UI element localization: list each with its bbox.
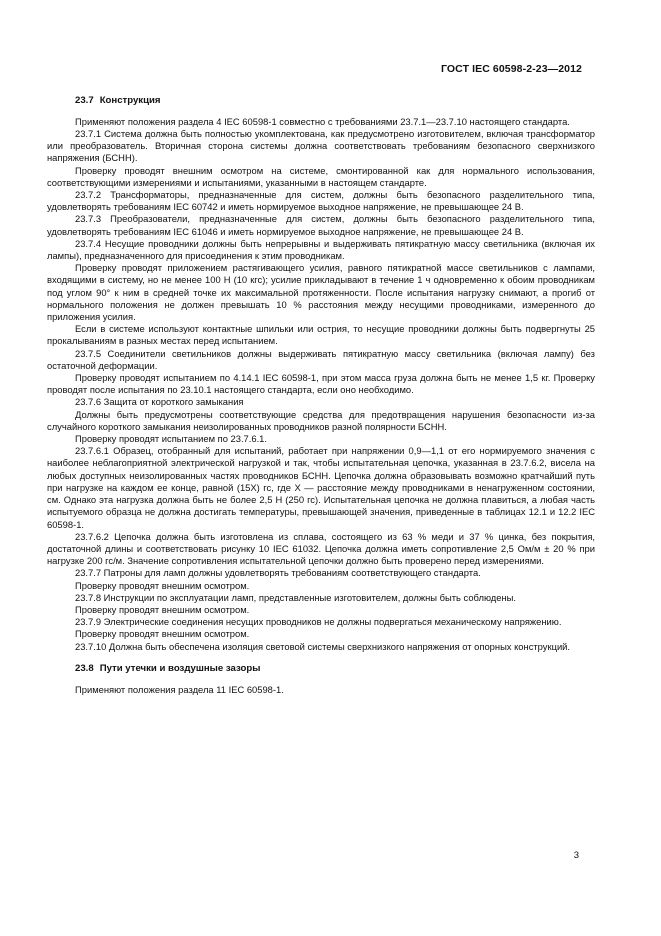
page-number: 3: [573, 850, 579, 861]
paragraph: Должны быть предусмотрены соответствующие средства для предотвращения нарушения безопасности из-за случайного короткого замыкания неизолированных проводников разной полярности БСНН.: [47, 408, 595, 432]
paragraph: Проверку проводят внешним осмотром.: [75, 603, 250, 615]
section-heading-23-7: [47, 95, 595, 107]
document-body: [47, 95, 595, 696]
document-header: ГОСТ IEC 60598-2-23—2012: [440, 63, 582, 75]
paragraph: Проверку проводят испытанием по 23.7.6.1.: [75, 433, 268, 445]
paragraph: 23.7.8 Инструкции по эксплуатации ламп, представленные изготовителем, должны быть соблюдены.: [75, 591, 516, 603]
paragraph: Проверку проводят приложением растягивающего усилия, равного пятикратной массе светильников с лампами, входящими в систему, но не менее 100 Н (10 кгс); усилие прикладывают в течение 1 ч одновременно к обоим проводникам под углом 90° к ним в средней точке их максимальной протяженности. После испытания нагрузку снимают, а прогиб от нормального положения не должен превышать 10 % расстояния между несущими проводниками, измеренного до приложения усилия.: [47, 262, 595, 323]
paragraph: 23.7.2 Трансформаторы, предназначенные для систем, должны быть безопасного разделительного типа, удовлетворять требованиям IEC 60742 и иметь нормируемое выходное напряжение, не превышающее 24 В.: [47, 189, 595, 213]
paragraph: Проверку проводят внешним осмотром на системе, смонтированной как для нормального использования, соответствующими измерениями и испытаниями, указанными в настоящем стандарте.: [47, 164, 595, 188]
paragraph: Если в системе используют контактные шпильки или острия, то несущие проводники должны быть подвергнуты 25 прокалываниям в разных местах перед испытанием.: [47, 323, 595, 347]
paragraph: 23.7.6.2 Цепочка должна быть изготовлена из сплава, состоящего из 63 % меди и 37 % цинка, без покрытия, достаточной длины и соответствовать рисунку 10 IEC 61032. Цепочка должна иметь сопротивление 2,5 Ом/м ± 20 % при нагрузке 200 гс/м. Значение сопротивления испытательной цепочки должно быть проверено перед измерениями.: [47, 530, 595, 567]
paragraph: 23.7.4 Несущие проводники должны быть непрерывны и выдерживать пятикратную массу светильника (включая их лампы), предназначенного для присоединения к этим проводникам.: [47, 237, 595, 262]
section-heading-23-8: [47, 663, 595, 675]
paragraph: 23.7.10 Должна быть обеспечена изоляция световой системы сверхнизкого напряжения от опорных конструкций.: [75, 640, 571, 652]
paragraph: 23.7.3 Преобразователи, предназначенные для систем, должны быть безопасного разделительного типа, удовлетворять требованиям IEC 61046 и иметь нормируемое выходное напряжение, не превышающее 24 В.: [47, 213, 595, 237]
paragraph: 23.7.5 Соединители светильников должны выдерживать пятикратную массу светильника (включая лампу) без остаточной деформации.: [47, 347, 595, 371]
section-number: 23.8: [75, 662, 94, 674]
paragraph: Применяют положения раздела 11 IEC 60598-1.: [75, 683, 284, 695]
section-title: Конструкция: [99, 95, 161, 106]
section-number: 23.7: [75, 95, 94, 106]
paragraph: 23.7.9 Электрические соединения несущих проводников не должны подвергаться механическому напряжению.: [75, 616, 562, 628]
paragraph: Проверку проводят испытанием по 4.14.1 IEC 60598-1, при этом масса груза должна быть не менее 1,5 кг. Проверку проводят после испытания по 23.10.1 настоящего стандарта, если оно необходимо.: [47, 372, 595, 396]
section-title: Пути утечки и воздушные зазоры: [99, 662, 261, 674]
paragraph: 23.7.1 Система должна быть полностью укомплектована, как предусмотрено изготовителем, включая трансформатор или преобразователь. Вторичная сторона системы должна соответствовать требованиям безопасного сверхнизкого напряжения (БСНН).: [47, 128, 595, 164]
paragraph: 23.7.6 Защита от короткого замыкания: [75, 396, 244, 408]
paragraph: 23.7.7 Патроны для ламп должны удовлетворять требованиям соответствующего стандарта.: [75, 567, 481, 579]
paragraph: Проверку проводят внешним осмотром.: [75, 579, 250, 591]
paragraph: 23.7.6.1 Образец, отобранный для испытаний, работает при напряжении 0,9—1,1 от его нормируемого значения с наиболее неблагоприятной электрической нагрузкой и так, чтобы испытательная цепочка, указанная в 23.7.6.2, висела на любых доступных неизолированных частях проводников БСНН. Цепочка должна образовывать возможно кратчайший путь при нагрузке на каждом ее конце, равной (15X) гс, где X — расстояние между проводниками в ненагруженном состоянии, см. Однако эта нагрузка должна быть не более 2,5 Н (250 гс). Испытательная цепочка не должна плавиться, а любая часть испытуемого образца не должна достигать температуры, превышающей значения, приведенные в таблицах 12.1 и 12.2 IEC 60598-1.: [47, 445, 595, 530]
paragraph: Проверку проводят внешним осмотром.: [75, 628, 250, 640]
paragraph: Применяют положения раздела 4 IEC 60598-1 совместно с требованиями 23.7.1—23.7.10 настоящего стандарта.: [75, 115, 570, 127]
